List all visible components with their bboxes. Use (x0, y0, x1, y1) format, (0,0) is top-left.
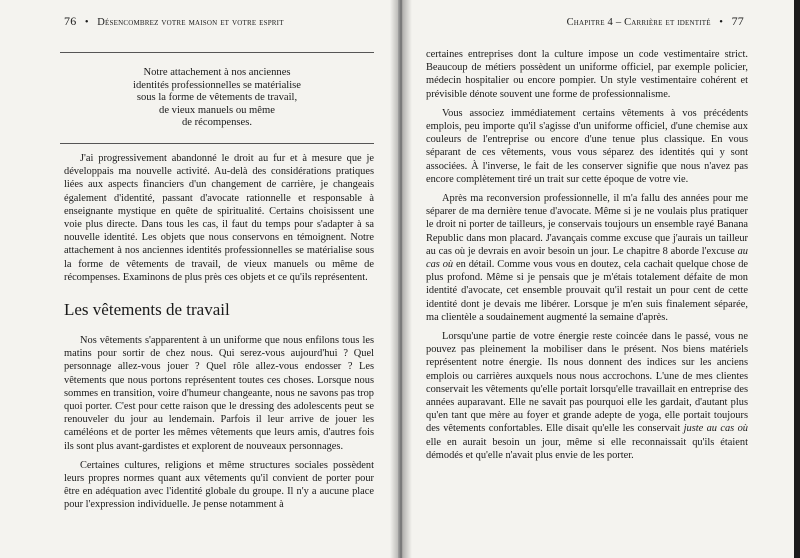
italic-phrase: juste au cas où (683, 423, 748, 435)
paragraph-text: elle en aurait besoin un jour, même si elle reconnaissait qu'ils étaient démodés et qu'elle n'avait plus envie de les porter. (426, 436, 748, 461)
italic-phrase: au cas où (426, 245, 748, 271)
right-running-header (567, 14, 744, 29)
left-header-bullet: • (84, 17, 89, 28)
left-page-number: 76 (64, 14, 77, 28)
left-running-head-title: Désencombrez votre maison et votre esprit (97, 17, 284, 28)
left-running-header (64, 14, 284, 29)
left-body-top (64, 152, 374, 290)
paragraph: Nos vêtements s'apparentent à un uniforme que nous enfilons tous les matins pour sortir de chez nous. Qui serez-vous aujourd'hui ? Quel personnage allez-vous jouer ? Quel rôle allez-vous endosser ? Les vêtements que nous portons représentent toutes ces choses. Lorsque nous sommes en transition, voire d'humeur changeante, nous ne savons pas trop quoi porter. C'est pour cette raison que le dressing des adolescents peut se renouveler du jour au lendemain. Parfois il leur arrive de jouer les caméléons et de porter les mêmes vêtements que leurs amis, d'autres fois ils sont plus avant-gardistes et explorent de nouveaux personnages. (64, 335, 374, 452)
pull-quote-line: de vieux manuels ou même (159, 104, 275, 116)
book-gutter (390, 0, 412, 558)
right-header-bullet: • (719, 17, 724, 28)
paragraph: Certaines cultures, religions et même structures sociales possèdent leurs propres normes quant aux vêtements qu'il convient de porter pour être en adéquation avec l'identité globale du groupe. Il n'y a aucune place pour l'expression individuelle. Je pense notamment à (64, 459, 374, 511)
pull-quote-line: de récompenses. (181, 117, 252, 129)
paragraph-text: Après ma reconversion professionnelle, il m'a fallu des années pour me séparer de ma dernière tenue d'avocate. Même si je ne voulais plus pratiquer le droit ni porter de tailleurs, je conservais toujours un ensemble rayé Banana Republic dans mon placard. J'avançais comme excuse que j'aurais un tailleur au cas où je devrais en avoir besoin un jour. Le chapitre 8 aborde l'excuse (426, 193, 748, 257)
right-page (402, 0, 800, 558)
left-page (0, 0, 398, 558)
right-scan-edge (794, 0, 800, 558)
section-title: Les vêtements de travail (64, 300, 230, 319)
paragraph (426, 192, 748, 324)
paragraph-text: Lorsqu'une partie de votre énergie reste coincée dans le passé, vous ne pouvez pas pleinement la mobiliser dans le présent. Nos biens matériels représentent notre énergie. Ils nous donnent des indices sur les anciens emplois ou carrières auxquels nous nous accrochons. L'une de mes clientes conservait les vêtements qu'elle portait lorsqu'elle travaillait en entreprise des années auparavant. Elle ne savait pas pourquoi elle les gardait, d'autant plus qu'en tant que mère au foyer et grande adepte de yoga, elle portait toujours des vêtements confortables. Elle disait qu'elle les conservait (426, 331, 748, 435)
paragraph: certaines entreprises dont la culture impose un code vestimentaire strict. Beaucoup de métiers possèdent un uniforme officiel, par exemple policier, médecin hospitalier ou encore pompier. Un style vestimentaire cohérent et prévisible dénote souvent une forme de professionnalisme. (426, 49, 748, 100)
right-running-head-title: Chapitre 4 – Carrière et identité (566, 17, 711, 28)
pull-quote-line: sous la forme de vêtements de travail, (136, 92, 298, 104)
paragraph: Vous associez immédiatement certains vêtements à vos précédents emplois, peu importe qu'il s'agisse d'un uniforme officiel, d'une chemise aux couleurs de l'entreprise ou encore d'une tenue plus classique. En vous séparant de ces vêtements, vous vous séparez des identités qui y sont associées. À l'inverse, le fait de les conserver signifie que nous n'avez pas encore complètement tiré un trait sur cette époque de votre vie. (426, 107, 748, 185)
paragraph: J'ai progressivement abandonné le droit au fur et à mesure que je développais ma nouvelle activité. Au-delà des considérations pratiques liées aux aspects financiers d'un changement de carrière, je changeais également d'identité, passant d'avocate rationnelle et responsable à enseignante mystique en quête de spiritualité. Certains choisissent une voie plus directe. Dans tous les cas, il faut du temps pour s'adapter à sa nouvelle identité. Les objets que nous conservons en témoignent. Notre attachement à nos anciennes identités professionnelles se matérialise sous la forme de vêtements de travail, de vieux manuels ou même de récompenses. Examinons de plus près ces objets et ce qu'ils représentent. (64, 153, 374, 283)
right-body (426, 48, 748, 468)
left-body-bottom (64, 334, 374, 518)
right-page-number: 77 (731, 14, 744, 28)
pull-quote (60, 52, 374, 144)
paragraph-text: en détail. Comme vous vous en doutez, cela cachait quelque chose de plus profond. Même si je pensais que je m'étais totalement défaite de mon identité d'avocate, cet ensemble prouvait qu'il restait un pour cent de cette identité dont je devais me libérer. Lorsque je m'en suis finalement séparée, ma clientèle a soudainement augmenté la semaine d'après. (426, 259, 749, 323)
pull-quote-line: Notre attachement à nos anciennes (143, 67, 291, 78)
paragraph (426, 330, 748, 462)
pull-quote-line: identités professionnelles se matérialise (133, 79, 301, 91)
